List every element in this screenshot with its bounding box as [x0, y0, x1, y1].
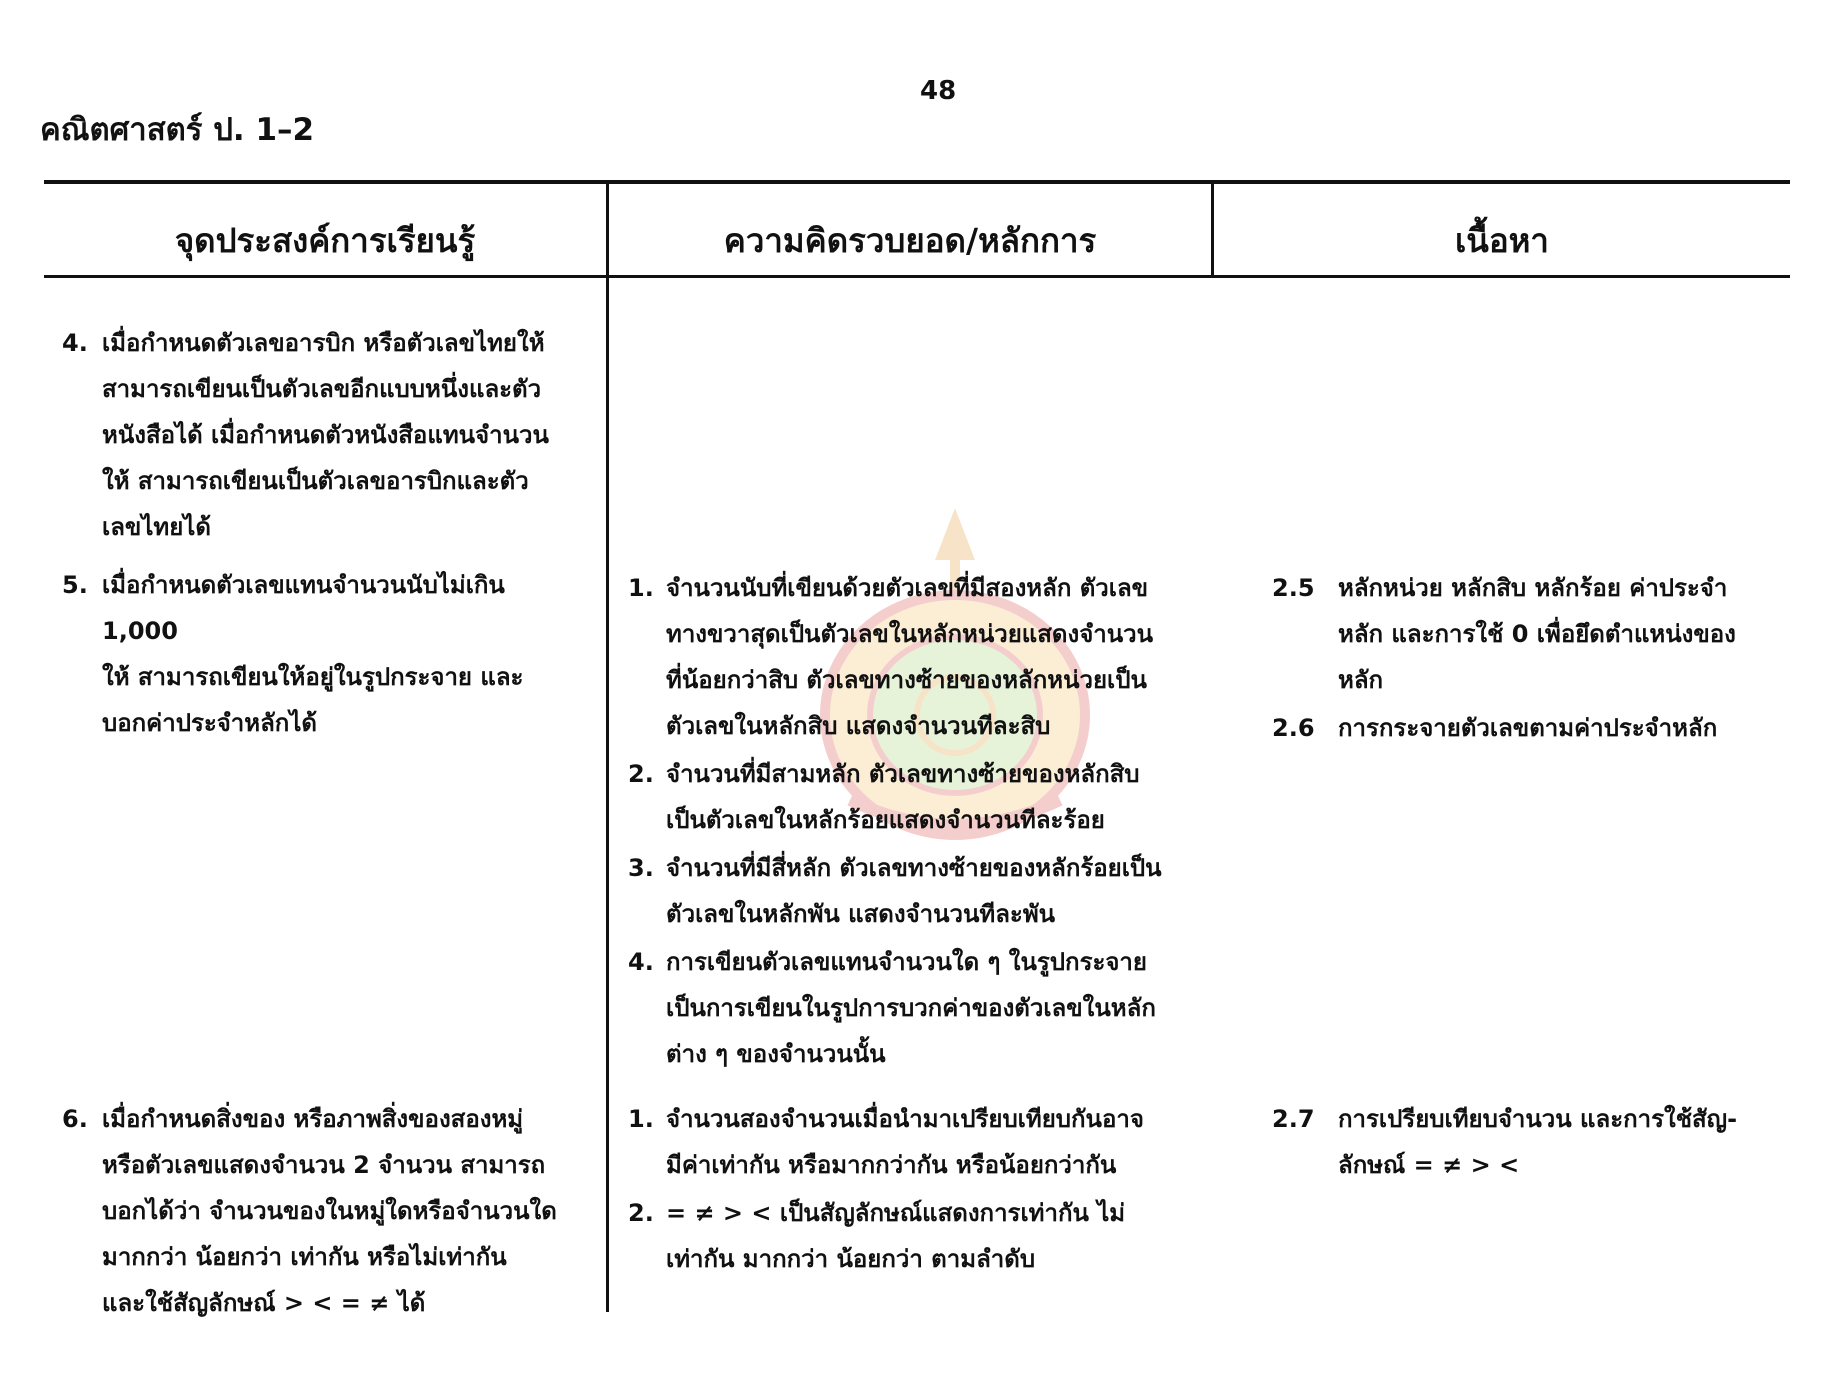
- item-text: [1338, 565, 1792, 703]
- column-divider-1: [606, 182, 609, 1312]
- objectives-block-2: [62, 1096, 584, 1328]
- item-number: 1.: [628, 1105, 654, 1133]
- text-line: การกระจายตัวเลขตามค่าประจำหลัก: [1338, 714, 1718, 742]
- text-line: เป็นตัวเลขในหลักร้อยแสดงจำนวนทีละร้อย: [666, 806, 1105, 834]
- header-contents: เนื้อหา: [1455, 221, 1549, 260]
- item-text: [666, 1096, 1208, 1188]
- text-line: ทางขวาสุดเป็นตัวเลขในหลักหน่วยแสดงจำนวน: [666, 620, 1154, 648]
- text-line: ให้ สามารถเขียนให้อยู่ในรูปกระจาย และ: [102, 663, 524, 691]
- text-line: และใช้สัญลักษณ์ > < = ≠ ได้: [102, 1289, 426, 1317]
- item-text: [1338, 705, 1792, 751]
- text-line: บอกค่าประจำหลักได้: [102, 709, 317, 737]
- text-line: เมื่อกำหนดสิ่งของ หรือภาพสิ่งของสองหมู่: [102, 1105, 524, 1133]
- content-item: [1272, 565, 1792, 703]
- text-line: หลัก และการใช้ 0 เพื่อยึดตำแหน่งของ: [1338, 620, 1736, 648]
- item-number: 2.7: [1272, 1105, 1315, 1133]
- item-number: 2.6: [1272, 714, 1315, 742]
- item-number: 6.: [62, 1105, 88, 1133]
- objective-item: [62, 320, 584, 550]
- item-number: 3.: [628, 854, 654, 882]
- contents-block-1: [1272, 565, 1792, 753]
- text-line: มากกว่า น้อยกว่า เท่ากัน หรือไม่เท่ากัน: [102, 1243, 507, 1271]
- concepts-block-2: [628, 1096, 1208, 1284]
- text-line: จำนวนนับที่เขียนด้วยตัวเลขที่มีสองหลัก ตัวเลข: [666, 574, 1149, 602]
- item-text: [1338, 1096, 1792, 1188]
- concepts-block-1: [628, 565, 1208, 1079]
- item-text: [102, 562, 584, 746]
- book-title: คณิตศาสตร์ ป. 1–2: [40, 112, 315, 148]
- text-line: ลักษณ์ = ≠ > <: [1338, 1151, 1520, 1179]
- text-line: สามารถเขียนเป็นตัวเลขอีกแบบหนึ่งและตัว: [102, 375, 542, 403]
- text-line: การเขียนตัวเลขแทนจำนวนใด ๆ ในรูปกระจาย: [666, 948, 1147, 976]
- text-line: ให้ สามารถเขียนเป็นตัวเลขอารบิกและตัว: [102, 467, 529, 495]
- text-line: เป็นการเขียนในรูปการบวกค่าของตัวเลขในหลัก: [666, 994, 1156, 1022]
- text-line: เมื่อกำหนดตัวเลขอารบิก หรือตัวเลขไทยให้: [102, 329, 545, 357]
- text-line: จำนวนที่มีสามหลัก ตัวเลขทางซ้ายของหลักสิบ: [666, 760, 1140, 788]
- item-text: [102, 1096, 584, 1326]
- text-line: จำนวนสองจำนวนเมื่อนำมาเปรียบเทียบกันอาจ: [666, 1105, 1144, 1133]
- item-text: [666, 1190, 1208, 1282]
- contents-block-2: [1272, 1096, 1792, 1190]
- concept-item: [628, 939, 1208, 1077]
- header-objectives: จุดประสงค์การเรียนรู้: [174, 221, 476, 260]
- item-number: 2.: [628, 760, 654, 788]
- item-number: 5.: [62, 571, 88, 599]
- table-header-rule: [44, 275, 1790, 278]
- concept-item: [628, 1096, 1208, 1188]
- text-line: จำนวนที่มีสี่หลัก ตัวเลขทางซ้ายของหลักร้อยเป็น: [666, 854, 1162, 882]
- item-text: [102, 320, 584, 550]
- item-text: [666, 751, 1208, 843]
- text-line: ตัวเลขในหลักสิบ แสดงจำนวนทีละสิบ: [666, 712, 1051, 740]
- text-line: ต่าง ๆ ของจำนวนนั้น: [666, 1040, 886, 1068]
- text-line: หลักหน่วย หลักสิบ หลักร้อย ค่าประจำ: [1338, 574, 1728, 602]
- content-item: [1272, 1096, 1792, 1188]
- concept-item: [628, 565, 1208, 749]
- text-line: หลัก: [1338, 666, 1384, 694]
- text-line: เมื่อกำหนดตัวเลขแทนจำนวนนับไม่เกิน 1,000: [102, 571, 505, 645]
- text-line: มีค่าเท่ากัน หรือมากกว่ากัน หรือน้อยกว่ากัน: [666, 1151, 1117, 1179]
- text-line: บอกได้ว่า จำนวนของในหมู่ใดหรือจำนวนใด: [102, 1197, 557, 1225]
- text-line: เท่ากัน มากกว่า น้อยกว่า ตามลำดับ: [666, 1245, 1036, 1273]
- text-line: หนังสือได้ เมื่อกำหนดตัวหนังสือแทนจำนวน: [102, 421, 549, 449]
- text-line: การเปรียบเทียบจำนวน และการใช้สัญ-: [1338, 1105, 1738, 1133]
- item-number: 1.: [628, 574, 654, 602]
- text-line: ตัวเลขในหลักพัน แสดงจำนวนทีละพัน: [666, 900, 1056, 928]
- header-concepts: ความคิดรวบยอด/หลักการ: [723, 221, 1097, 260]
- item-number: 4.: [628, 948, 654, 976]
- content-item: [1272, 705, 1792, 751]
- item-number: 2.: [628, 1199, 654, 1227]
- item-text: [666, 565, 1208, 749]
- objective-item: [62, 562, 584, 746]
- item-text: [666, 845, 1208, 937]
- text-line: ที่น้อยกว่าสิบ ตัวเลขทางซ้ายของหลักหน่วยเป็น: [666, 666, 1147, 694]
- item-number: 2.5: [1272, 574, 1315, 602]
- concept-item: [628, 1190, 1208, 1282]
- objective-item: [62, 1096, 584, 1326]
- objectives-block-1: [62, 320, 584, 748]
- text-line: = ≠ > < เป็นสัญลักษณ์แสดงการเท่ากัน ไม่: [666, 1199, 1126, 1227]
- item-text: [666, 939, 1208, 1077]
- item-number: 4.: [62, 329, 88, 357]
- text-line: หรือตัวเลขแสดงจำนวน 2 จำนวน สามารถ: [102, 1151, 546, 1179]
- page-number: 48: [920, 76, 957, 106]
- table-top-rule: [44, 180, 1790, 184]
- concept-item: [628, 751, 1208, 843]
- text-line: เลขไทยได้: [102, 513, 211, 541]
- concept-item: [628, 845, 1208, 937]
